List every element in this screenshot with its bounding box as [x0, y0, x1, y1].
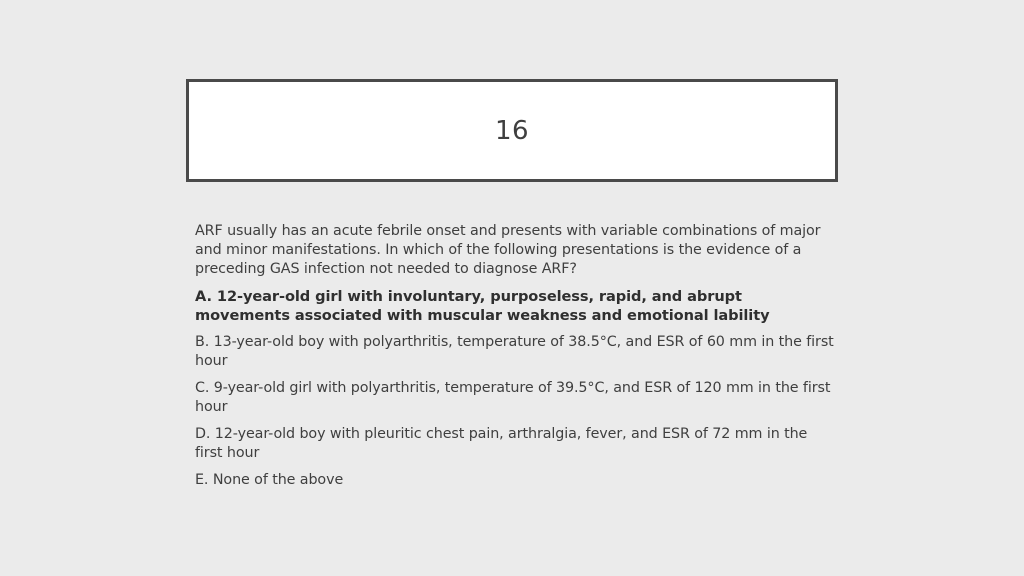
slide-title-box [186, 79, 838, 182]
slide-body [195, 222, 835, 498]
option-d: D. 12-year-old boy with pleuritic chest pain, arthralgia, fever, and ESR of 72 mm in the first hour [195, 426, 808, 461]
option-a: A. 12-year-old girl with involuntary, purposeless, rapid, and abrupt movements associated with muscular weakness and emotional lability [195, 288, 770, 324]
question-stem: ARF usually has an acute febrile onset and presents with variable combinations of major and minor manifestations. In which of the following presentations is the evidence of a preceding GAS infection not needed to diagnose ARF? [195, 223, 821, 277]
slide-title: 16 [494, 115, 530, 146]
option-b: B. 13-year-old boy with polyarthritis, temperature of 38.5°C, and ESR of 60 mm in the first hour [195, 334, 834, 369]
option-c: C. 9-year-old girl with polyarthritis, temperature of 39.5°C, and ESR of 120 mm in the first hour [195, 380, 831, 415]
option-e: E. None of the above [195, 472, 344, 488]
